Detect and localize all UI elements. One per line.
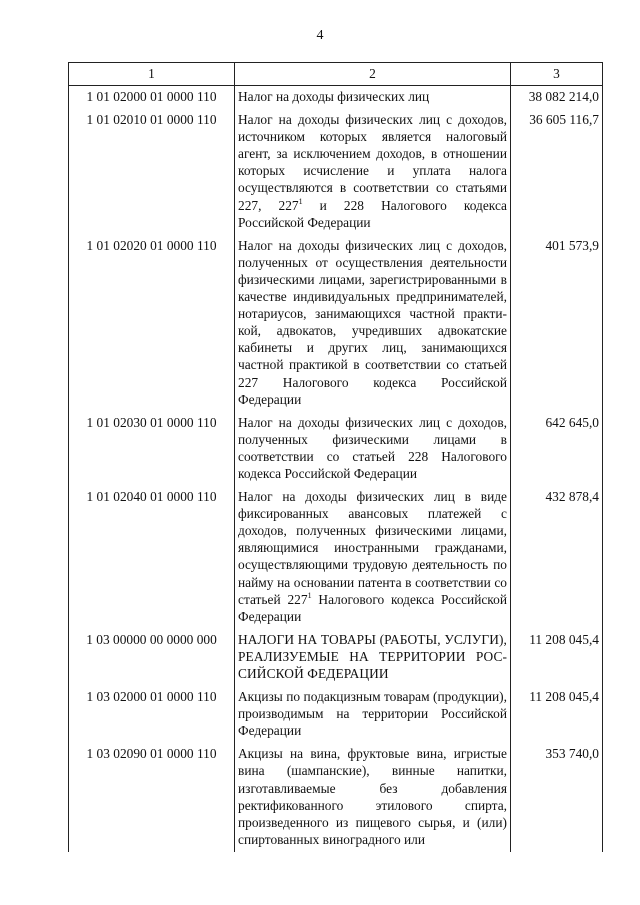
table-row [69,486,603,629]
amount-value: 11 208 045,4 [511,629,603,686]
revenue-name: Налог на доходы физических лиц с доходов, полученных от осуществления деятельности физическими лицами, зарегистрированными в качестве индивидуальных предпринимателей, нотариусов, занимающихся частной практикой, адвокатов, учредивших адвокатские кабинеты и других лиц, занимающихся частной практикой в соответствии со статьей 227 Налогового кодекса Российской Федерации [235,235,511,412]
revenue-name: Акцизы по подакцизным товарам (продукции), производимым на территории Российской Федерации [235,686,511,743]
revenue-name: НАЛОГИ НА ТОВАРЫ (РАБОТЫ, УСЛУГИ), РЕАЛИЗУЕМЫЕ НА ТЕРРИТОРИИ РОССИЙСКОЙ ФЕДЕРАЦИИ [235,629,511,686]
classification-code: 1 03 02000 01 0000 110 [69,686,235,743]
revenue-name-part: Налогового кодекса Российской Федерации [238,591,507,624]
classification-code: 1 01 02030 01 0000 110 [69,412,235,486]
superscript-marker: 1 [298,196,303,206]
revenue-name-part: Налог на доходы физических лиц в виде фиксированных авансовых платежей с доходов, полученных физическими лицами, являющимися иностранными гражданами, осуществляющими трудовую деятельность по найму на основании патента в соответствии со статьей 227 [238,489,507,607]
amount-value: 38 082 214,0 [511,86,603,110]
revenue-name [235,109,511,235]
table-row [69,743,603,852]
table-row [69,235,603,412]
amount-value: 432 878,4 [511,486,603,629]
revenue-name-part: Налог на доходы физических лиц с доходов, источником которых является налоговый агент, за исключением доходов, в отношении которых исчисление и уплата налога осуществляются в соответствии со статьями 227, 227 [238,112,507,213]
table-row [69,629,603,686]
column-header-2: 2 [235,63,511,86]
table-row [69,109,603,235]
revenue-name: Акцизы на вина, фруктовые вина, игристые вина (шампанские), винные напитки, изготавливаемые без добавления ректификованного этилового спирта, произведенного из пищевого сырья, и (или) спиртованных виноградного или [235,743,511,852]
column-header-3: 3 [511,63,603,86]
revenue-name: Налог на доходы физических лиц [235,86,511,110]
classification-code: 1 01 02000 01 0000 110 [69,86,235,110]
classification-code: 1 01 02040 01 0000 110 [69,486,235,629]
amount-value: 11 208 045,4 [511,686,603,743]
amount-value: 353 740,0 [511,743,603,852]
classification-code: 1 01 02020 01 0000 110 [69,235,235,412]
column-header-1: 1 [69,63,235,86]
amount-value: 36 605 116,7 [511,109,603,235]
table-row [69,686,603,743]
classification-code: 1 03 02090 01 0000 110 [69,743,235,852]
amount-value: 401 573,9 [511,235,603,412]
revenue-name-part: и 228 Налогового кодекса Российской Федерации [238,197,507,230]
table-row [69,86,603,110]
classification-code: 1 01 02010 01 0000 110 [69,109,235,235]
table-row [69,412,603,486]
revenue-name: Налог на доходы физических лиц с доходов, полученных физическими лицами в соответствии со статьей 228 Налогового кодекса Российской Федерации [235,412,511,486]
amount-value: 642 645,0 [511,412,603,486]
superscript-marker: 1 [307,590,312,600]
page-number: 4 [316,28,324,43]
table-header-row [69,63,603,86]
budget-table [68,62,603,852]
revenue-name [235,486,511,629]
classification-code: 1 03 00000 00 0000 000 [69,629,235,686]
